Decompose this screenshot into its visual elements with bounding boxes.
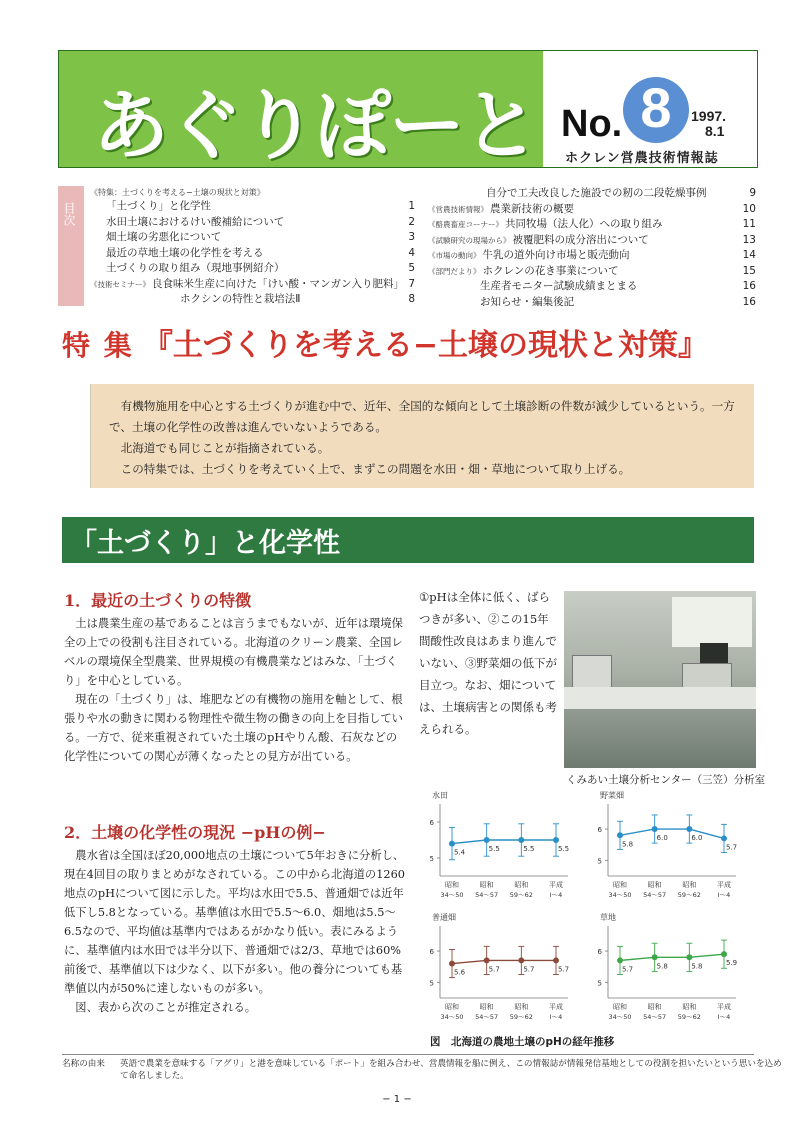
chart-title: 水田: [432, 791, 448, 800]
x-tick-label: 昭和: [514, 881, 529, 889]
toc-entry-page: 2: [408, 215, 415, 228]
masthead-issue-panel: [543, 51, 757, 167]
data-point: [449, 841, 455, 847]
issue-date-day: 8.1: [705, 123, 725, 139]
x-tick-label: 昭和: [479, 881, 494, 889]
toc-entry-title: 牛乳の道外向け市場と販売動向: [482, 249, 630, 261]
data-label: 5.8: [691, 962, 703, 971]
x-tick-label: 昭和: [647, 1003, 662, 1011]
section-title: 「土づくり」と化学性: [70, 528, 340, 559]
x-tick-label: 54〜57: [643, 1013, 667, 1021]
chart-vegetable-field: [586, 790, 756, 918]
x-tick-label: 34〜50: [440, 1013, 464, 1021]
toc-entry-page: 3: [408, 231, 415, 243]
toc-entry-page: 1: [408, 200, 415, 212]
series-line: [620, 954, 724, 960]
x-tick-label: 平成: [549, 1003, 563, 1011]
chart-svg: [418, 912, 578, 1034]
data-point: [553, 837, 559, 843]
footnote-line: 英語で農業を意味する「アグリ」と港を意味している「ポート」を組み合わせ、営農情報を船に例え、この情報誌が情報発信基地としての役割を担いたいという思いを込め: [120, 1059, 782, 1069]
chart-grassland: [586, 912, 756, 1040]
photo-caption: くみあい土壌分析センター（三笠）分析室: [566, 774, 766, 786]
y-tick-label: 5: [429, 979, 434, 988]
section-2-heading: 2．土壌の化学性の現況 −pHの例−: [64, 823, 326, 842]
x-tick-label: 54〜57: [475, 1013, 499, 1021]
toc-entry[interactable]: [90, 199, 415, 215]
x-tick-label: 昭和: [514, 1003, 529, 1011]
magazine-subtitle: ホクレン営農技術情報誌: [565, 151, 719, 166]
photo-bench: [564, 687, 756, 709]
toc-entry[interactable]: [90, 246, 415, 262]
toc-entry-page: 15: [742, 264, 756, 277]
section-1-body: [64, 614, 408, 766]
photo-instrument: [572, 655, 612, 691]
data-point: [721, 951, 727, 957]
toc-entry-title: 水田土壌におけるけい酸補給について: [106, 215, 285, 228]
toc-entry-category: 《市場の動向》: [428, 251, 481, 260]
toc-entry[interactable]: [90, 230, 415, 246]
issue-no-label: No.: [561, 103, 623, 145]
toc-entry[interactable]: [90, 277, 415, 293]
figure-caption: 図 北海道の農地土壌のpHの経年推移: [430, 1036, 615, 1048]
data-point: [484, 837, 490, 843]
body-paragraph: 現在の「土づくり」は、堆肥などの有機物の施用を軸として、根張りや水の動きに関わる物理性や微生物の働きの向上を目指している。一方で、従来重視されていた土壌のpHやりん酸、石灰などの化学性についての関心が薄くなったとの見方が出ている。: [64, 693, 403, 763]
toc-entry-title: 「土づくり」と化学性: [106, 200, 211, 212]
toc-feature-header: 《特集：土づくりを考える−土壌の現状と対策》: [90, 188, 265, 197]
x-tick-label: 昭和: [445, 1003, 459, 1011]
x-tick-label: 34〜50: [608, 891, 632, 899]
chart-title: 野菜畑: [600, 791, 624, 800]
x-tick-label: 昭和: [613, 1003, 627, 1011]
data-label: 5.7: [726, 843, 738, 852]
chart-title: 普通畑: [432, 913, 456, 922]
intro-paragraph: 有機物施用を中心とする土づくりが進む中で、近年、全国的な傾向として土壌診断の件数が減少しているという。一方で、土壌の化学性の改善は進んでいないようである。: [109, 399, 735, 434]
data-point: [652, 954, 658, 960]
data-point: [686, 954, 692, 960]
data-point: [721, 835, 727, 841]
toc-label-band: [58, 186, 84, 306]
x-tick-label: 昭和: [682, 881, 697, 889]
toc-entry-page: 8: [408, 293, 415, 305]
x-tick-label: 59〜62: [509, 1013, 533, 1021]
body-paragraph: 農水省は全国ほぼ20,000地点の土壌について5年おきに分析し、現在4回目の取りまとめがなされている。この中から北海道の1260地点のpHについて図に示した。平均は水田で5.5、普通畑では近年低下し5.8となっている。基準値は水田で5.5〜6.0、畑地は5.5〜6.5なので、平均値は基準内ではあるがかなり低い。表にみるように、基準値内は水田では半分以下、普通畑では2/3、草地では60%前後で、基準値以下は少なく、以下が多い。他の養分についても基準値以内が50%に達しないものが多い。: [64, 849, 405, 995]
data-label: 6.0: [691, 834, 703, 843]
toc-right-column: [428, 186, 756, 310]
intro-box: [90, 384, 754, 488]
findings-text: ①pHは全体に低く、ばらつきが多い、②この15年間酸性改良はあまり進んでいない、③野菜畑の低下が目立つ。なお、畑については、土壌病害との関係も考えられる。: [419, 590, 557, 736]
toc-entry-title: 土づくりの取り組み（現地事例紹介）: [106, 262, 285, 274]
chart-upland-field: [418, 912, 588, 1040]
footnote-line: て命名しました。: [120, 1071, 189, 1081]
x-tick-label: Ⅰ〜4: [549, 891, 563, 899]
toc-entry-page: 10: [742, 202, 756, 215]
x-tick-label: 平成: [717, 881, 731, 889]
toc-entry[interactable]: [428, 217, 756, 233]
x-tick-label: 34〜50: [608, 1013, 632, 1021]
data-point: [617, 832, 623, 838]
toc-entry-page: 16: [742, 295, 756, 308]
x-tick-label: 34〜50: [440, 891, 464, 899]
x-tick-label: 昭和: [647, 881, 662, 889]
masthead-title-panel: [59, 51, 543, 170]
feature-heading: [62, 320, 762, 364]
toc-entry[interactable]: [428, 295, 756, 311]
x-tick-label: 昭和: [479, 1003, 494, 1011]
chart-title: 草地: [600, 913, 616, 922]
section-1-heading: 1．最近の土づくりの特徴: [64, 591, 252, 610]
intro-paragraph: 北海道でも同じことが指摘されている。: [120, 441, 330, 455]
y-tick-label: 5: [429, 855, 434, 863]
toc-entry-page: 9: [749, 187, 756, 199]
x-tick-label: 昭和: [613, 881, 627, 889]
footnote-rule: [62, 1054, 754, 1055]
photo-monitor: [700, 643, 728, 665]
toc-label: 目次: [62, 202, 76, 226]
data-point: [449, 961, 455, 967]
data-label: 5.4: [454, 848, 466, 857]
x-tick-label: 昭和: [682, 1003, 697, 1011]
feature-title: 『土づくりを考える−土壌の現状と対策』: [142, 328, 708, 363]
toc-entry-title: 良食味米生産に向けた「けい酸・マンガン入り肥料」: [152, 277, 404, 290]
page-number: − 1 −: [382, 1094, 412, 1105]
masthead: [58, 50, 758, 168]
data-label: 5.6: [454, 968, 466, 977]
data-point: [617, 957, 623, 963]
toc-entry-category: 《技術セミナー》: [90, 279, 150, 289]
chart-svg: [586, 912, 746, 1034]
y-tick-label: 5: [597, 857, 602, 866]
series-line: [620, 829, 724, 838]
data-label: 5.7: [523, 965, 535, 974]
toc-entry-title: 共同牧場（法人化）への取り組み: [505, 218, 663, 230]
data-point: [518, 957, 524, 963]
lab-photo: [564, 591, 756, 768]
x-tick-label: 59〜62: [509, 891, 533, 899]
y-tick-label: 6: [429, 948, 434, 957]
x-tick-label: 平成: [717, 1003, 731, 1011]
toc-entry-title: 生産者モニター試験成績まとまる: [480, 280, 638, 292]
data-point: [484, 957, 490, 963]
data-label: 5.7: [558, 965, 570, 974]
chart-svg: [586, 790, 746, 912]
data-label: 5.9: [726, 959, 738, 968]
y-tick-label: 6: [597, 948, 602, 957]
toc-entry-title: 自分で工夫改良した施設での籾の二段乾燥事例: [486, 187, 707, 199]
feature-label: 特 集: [62, 329, 134, 362]
toc-entry-page: 4: [408, 246, 415, 259]
toc-entry[interactable]: [428, 186, 756, 202]
y-tick-label: 6: [429, 819, 434, 827]
footnote-label: 名称の由来: [62, 1059, 105, 1069]
x-tick-label: 59〜62: [677, 1013, 701, 1021]
y-tick-label: 6: [597, 826, 602, 835]
x-tick-label: 昭和: [445, 881, 459, 889]
data-label: 6.0: [656, 834, 668, 843]
toc-entry[interactable]: [428, 248, 756, 264]
x-tick-label: Ⅰ〜4: [717, 1013, 731, 1021]
toc-entry-title: ホクシンの特性と栽培法Ⅱ: [180, 293, 301, 305]
toc-entry-title: 被覆肥料の成分溶出について: [512, 233, 649, 246]
toc-entry[interactable]: [428, 279, 756, 295]
toc-entry-title: 最近の草地土壌の化学性を考える: [106, 246, 264, 259]
section-banner: [62, 517, 754, 563]
series-line: [452, 840, 556, 844]
photo-window: [672, 597, 752, 647]
data-point: [652, 826, 658, 832]
x-tick-label: Ⅰ〜4: [717, 891, 731, 899]
chart-svg: [418, 790, 578, 912]
toc-entry-category: 《営農技術情報》: [428, 204, 488, 214]
toc-entry-category: 《試験研究の現場から》: [428, 235, 511, 245]
data-point: [518, 837, 524, 843]
data-label: 5.5: [488, 845, 500, 853]
issue-date-year: 1997.: [691, 108, 727, 124]
data-point: [686, 826, 692, 832]
data-label: 5.7: [488, 965, 500, 974]
x-tick-label: Ⅰ〜4: [549, 1013, 563, 1021]
x-tick-label: 54〜57: [643, 891, 667, 899]
toc-entry-title: 農業新技術の概要: [490, 202, 574, 215]
toc-entry[interactable]: [90, 261, 415, 277]
toc-entry-page: 7: [408, 277, 415, 290]
data-label: 5.5: [523, 845, 535, 853]
x-tick-label: 59〜62: [677, 891, 701, 899]
data-label: 5.8: [656, 962, 668, 971]
data-point: [553, 957, 559, 963]
chart-paddy: [418, 790, 588, 918]
data-label: 5.7: [622, 965, 634, 974]
toc-entry[interactable]: [90, 292, 415, 308]
toc-entry[interactable]: [428, 233, 756, 249]
x-tick-label: 54〜57: [475, 891, 499, 899]
body-paragraph: 図、表から次のことが推定される。: [75, 1001, 257, 1014]
series-line: [452, 960, 556, 963]
data-label: 5.8: [622, 840, 634, 849]
data-label: 5.5: [558, 845, 570, 853]
toc-entry-title: ホクレンの花き事業について: [482, 264, 619, 277]
toc-entry[interactable]: [428, 264, 756, 280]
toc-left-column: [90, 186, 415, 308]
toc-entry-category: 《酪農畜産コーナー》: [428, 220, 503, 229]
issue-number: 8: [640, 76, 672, 139]
y-tick-label: 5: [597, 979, 602, 988]
toc-entry-title: 畑土壌の劣悪化について: [106, 231, 222, 243]
x-tick-label: 平成: [549, 881, 563, 889]
issue-date: [691, 109, 726, 139]
toc-entry-page: 5: [408, 262, 415, 274]
toc-entry-title: お知らせ・編集後記: [480, 295, 575, 308]
magazine-title: あぐりぽーと: [93, 81, 537, 170]
toc-entry-page: 13: [742, 233, 756, 246]
toc-entry-page: 14: [742, 249, 756, 261]
section-2-body: [64, 846, 408, 1017]
toc-entry-page: 11: [742, 218, 756, 230]
body-paragraph: 土は農業生産の基であることは言うまでもないが、近年は環境保全の上での役割も注目されている。北海道のクリーン農業、全国レベルの環境保全型農業、世界規模の有機農業などはみな、「土づくり」を中心としている。: [64, 617, 403, 687]
footnote-text: [120, 1058, 782, 1082]
toc-entry[interactable]: [428, 202, 756, 218]
intro-paragraph: この特集では、土づくりを考えていく上で、まずこの問題を水田・畑・草地について取り上げる。: [120, 462, 631, 476]
toc-entry-category: 《部門だより》: [428, 266, 481, 276]
toc-entry[interactable]: [90, 215, 415, 231]
toc-entry-page: 16: [742, 280, 756, 292]
